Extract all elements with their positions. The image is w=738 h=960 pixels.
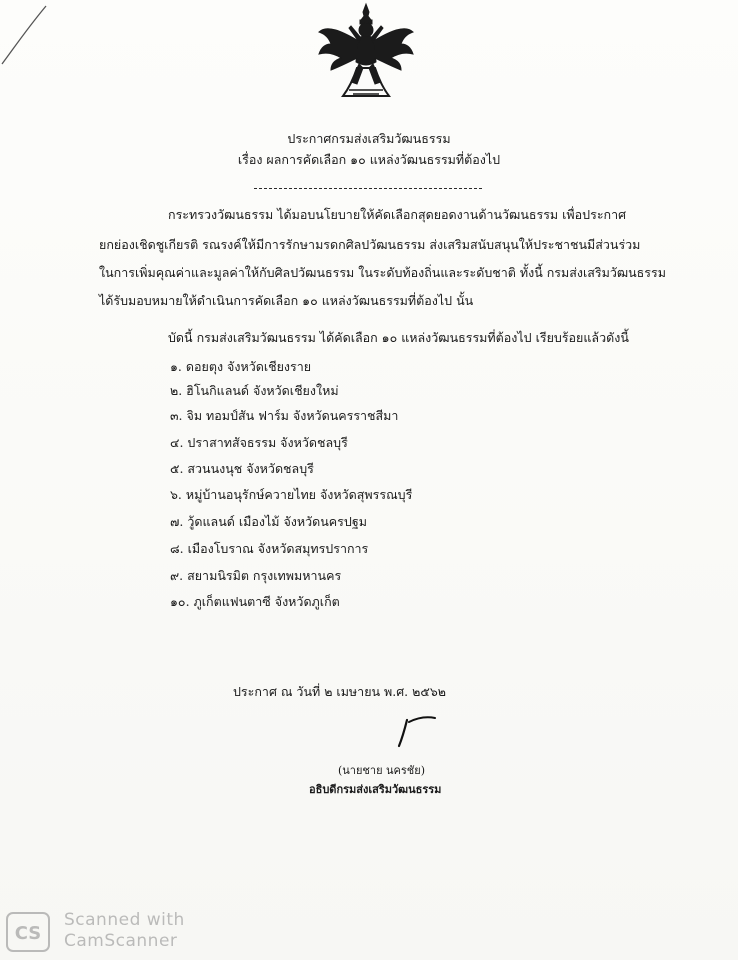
list-item: ๑๐. ภูเก็ตแฟนตาซี จังหวัดภูเก็ต [170, 594, 340, 609]
list-item: ๖. หมู่บ้านอนุรักษ์ควายไทย จังหวัดสุพรรณบุรี [170, 487, 413, 502]
list-item: ๑. ดอยตุง จังหวัดเชียงราย [170, 359, 312, 374]
list-item: ๔. ปราสาทสัจธรรม จังหวัดชลบุรี [170, 435, 348, 450]
list-item: ๘. เมืองโบราณ จังหวัดสมุทรปราการ [170, 541, 369, 556]
given-date: ประกาศ ณ วันที่ ๒ เมษายน พ.ศ. ๒๕๖๒ [233, 684, 447, 699]
list-item: ๕. สวนนงนุช จังหวัดชลบุรี [170, 461, 314, 476]
camscanner-watermark [6, 908, 196, 956]
garuda-emblem-icon [313, 2, 419, 100]
list-item: ๒. ฮิโนกิแลนด์ จังหวัดเชียงใหม่ [170, 383, 339, 398]
camscanner-logo-icon [6, 912, 50, 952]
svg-text:CS: CS [14, 923, 42, 944]
pen-stroke-mark [0, 0, 60, 70]
body-line-1: กระทรวงวัฒนธรรม ได้มอบนโยบายให้คัดเลือกสุดยอดงานด้านวัฒนธรรม เพื่อประกาศ [168, 207, 627, 222]
watermark-line-1: Scanned with [64, 910, 185, 930]
announcement-subject: เรื่อง ผลการคัดเลือก ๑๐ แหล่งวัฒนธรรมที่ต้องไป [237, 152, 501, 167]
list-item: ๓. จิม ทอมป์สัน ฟาร์ม จังหวัดนครราชสีมา [170, 408, 399, 423]
list-intro: บัดนี้ กรมส่งเสริมวัฒนธรรม ได้คัดเลือก ๑๐ แหล่งวัฒนธรรมที่ต้องไป เรียบร้อยแล้วดังนี้ [168, 330, 629, 345]
body-line-2: ยกย่องเชิดชูเกียรติ รณรงค์ให้มีการรักษามรดกศิลปวัฒนธรรม ส่งเสริมสนับสนุนให้ประชาชนมีส่วนร่วม [99, 237, 641, 252]
body-line-3: ในการเพิ่มคุณค่าและมูลค่าให้กับศิลปวัฒนธรรม ในระดับท้องถิ่นและระดับชาติ ทั้งนี้ กรมส่งเสริมวัฒนธรรม [99, 265, 666, 280]
announcement-title: ประกาศกรมส่งเสริมวัฒนธรรม [287, 131, 451, 146]
list-item: ๗. วู้ดแลนด์ เมืองไม้ จังหวัดนครปฐม [170, 514, 367, 529]
list-item: ๙. สยามนิรมิต กรุงเทพมหานคร [170, 568, 342, 583]
signer-name: (นายชาย นครชัย) [338, 764, 426, 777]
watermark-line-2: CamScanner [64, 931, 178, 951]
signer-title: อธิบดีกรมส่งเสริมวัฒนธรรม [309, 783, 442, 796]
title-divider [254, 188, 482, 189]
handwritten-signature [389, 706, 441, 750]
body-line-4: ได้รับมอบหมายให้ดำเนินการคัดเลือก ๑๐ แหล่งวัฒนธรรมที่ต้องไป นั้น [99, 293, 474, 308]
